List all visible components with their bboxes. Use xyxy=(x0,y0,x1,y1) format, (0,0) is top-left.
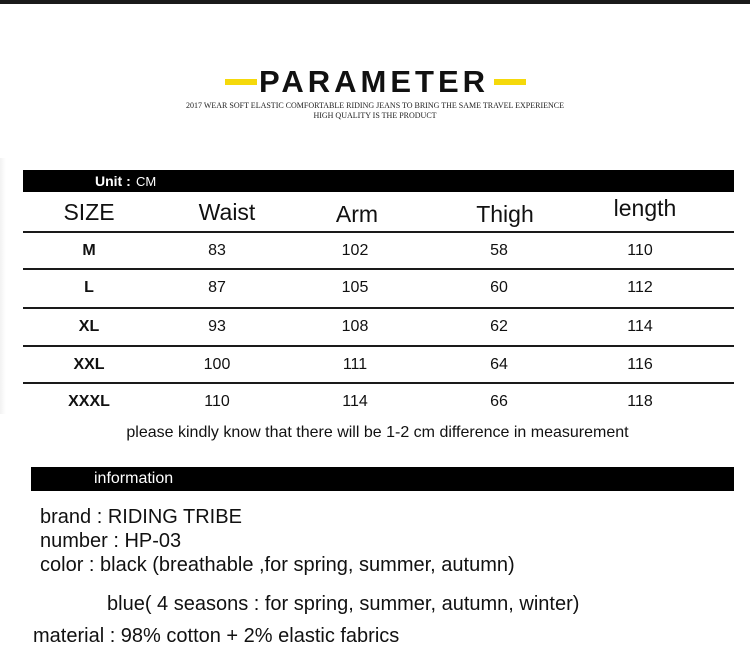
subtitle-line-1: 2017 WEAR SOFT ELASTIC COMFORTABLE RIDING JEANS TO BRING THE SAME TRAVEL EXPERIENCE xyxy=(185,101,564,110)
table-cell-waist: 110 xyxy=(204,393,230,410)
table-cell-length: 112 xyxy=(627,279,653,296)
measurement-note: please kindly know that there will be 1-2 cm difference in measurement xyxy=(126,424,629,441)
table-cell-length: 110 xyxy=(627,242,653,259)
brand-line: brand : RIDING TRIBE xyxy=(40,506,242,528)
color-line: color : black (breathable ,for spring, summer, autumn) xyxy=(40,554,515,576)
column-header-size: SIZE xyxy=(63,199,115,225)
table-cell-thigh: 66 xyxy=(490,393,508,410)
table-cell-length: 116 xyxy=(627,356,653,373)
information-label: information xyxy=(94,470,174,487)
table-cell-waist: 87 xyxy=(208,279,226,296)
table-cell-size: M xyxy=(82,242,96,259)
unit-value: CM xyxy=(136,174,157,189)
table-cell-size: XXXL xyxy=(68,393,110,410)
column-header-waist: Waist xyxy=(198,199,256,225)
color-blue-line: blue( 4 seasons : for spring, summer, autumn, winter) xyxy=(107,593,580,615)
page-title: PARAMETER xyxy=(258,64,490,99)
table-row xyxy=(23,347,734,383)
table-row xyxy=(23,309,734,345)
top-rule xyxy=(0,0,750,4)
number-line: number : HP-03 xyxy=(40,530,182,552)
table-cell-waist: 83 xyxy=(208,242,226,259)
table-cell-size: L xyxy=(84,279,94,296)
table-cell-thigh: 60 xyxy=(490,279,508,296)
title-accent-right xyxy=(494,79,526,85)
subtitle-line-2: HIGH QUALITY IS THE PRODUCT xyxy=(313,111,437,120)
table-cell-thigh: 58 xyxy=(490,242,508,259)
column-header-arm: Arm xyxy=(335,201,379,227)
table-row xyxy=(23,233,734,269)
table-cell-arm: 114 xyxy=(342,393,368,410)
table-cell-thigh: 62 xyxy=(490,318,508,335)
table-cell-arm: 102 xyxy=(341,242,369,259)
table-cell-length: 118 xyxy=(627,393,653,410)
material-line: material : 98% cotton + 2% elastic fabrics xyxy=(33,625,400,647)
table-cell-waist: 93 xyxy=(208,318,226,335)
title-block xyxy=(0,62,750,102)
table-cell-thigh: 64 xyxy=(490,356,508,373)
column-header-length: length xyxy=(613,195,677,221)
table-cell-waist: 100 xyxy=(203,356,231,373)
table-header-row xyxy=(23,193,734,231)
table-cell-arm: 105 xyxy=(341,279,369,296)
side-shadow xyxy=(0,158,6,414)
table-cell-size: XXL xyxy=(73,356,105,373)
table-cell-arm: 111 xyxy=(342,356,368,373)
table-cell-size: XL xyxy=(78,318,100,335)
table-cell-arm: 108 xyxy=(341,318,369,335)
table-cell-length: 114 xyxy=(627,318,653,335)
title-accent-left xyxy=(225,79,257,85)
information-bar xyxy=(31,467,734,491)
table-row xyxy=(23,270,734,306)
column-header-thigh: Thigh xyxy=(476,201,534,227)
table-row xyxy=(23,384,734,420)
unit-label: Unit : xyxy=(95,173,131,189)
